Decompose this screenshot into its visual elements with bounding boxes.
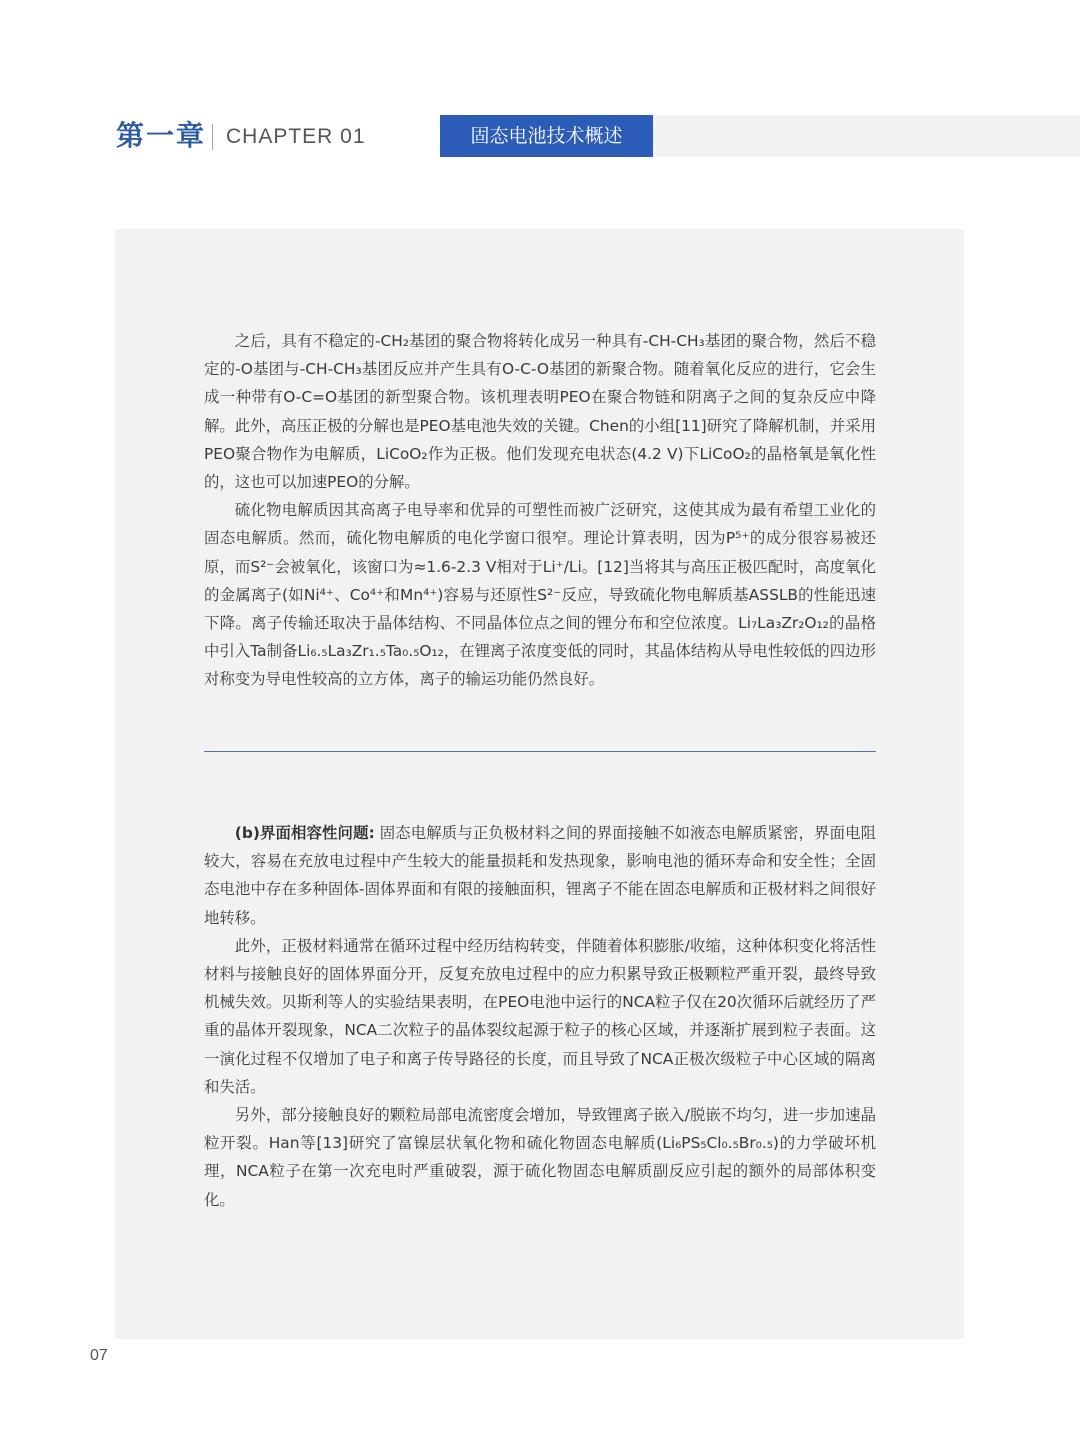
text-section-2 xyxy=(204,819,876,1214)
paragraph: 硫化物电解质因其高离子电导率和优异的可塑性而被广泛研究，这使其成为最有希望工业化的固态电解质。然而，硫化物电解质的电化学窗口很窄。理论计算表明，因为P⁵⁺的成分很容易被还原，而S²⁻会被氧化，该窗口为≈1.6-2.3 V相对于Li⁺/Li。[12]当将其与高压正极匹配时，高度氧化的金属离子(如Ni⁴⁺、Co⁴⁺和Mn⁴⁺)容易与还原性S²⁻反应，导致硫化物电解质基ASSLB的性能迅速下降。离子传输还取决于晶体结构、不同晶体位点之间的锂分布和空位浓度。Li₇La₃Zr₂O₁₂的晶格中引入Ta制备Li₆.₅La₃Zr₁.₅Ta₀.₅O₁₂，在锂离子浓度变低的同时，其晶体结构从导电性较低的四边形对称变为导电性较高的立方体，离子的输运功能仍然良好。 xyxy=(204,501,876,689)
chapter-title-cn: 第一章 xyxy=(116,119,207,152)
lead-text: 固态电解质与正负极材料之间的界面接触不如液态电解质紧密，界面电阻较大，容易在充放电过程中产生较大的能量损耗和发热现象，影响电池的循环寿命和安全性；全固态电池中存在多种固体-固体界面和有限的接触面积，锂离子不能在固态电解质和正极材料之间很好地转移。 xyxy=(204,824,876,927)
paragraph: 此外，正极材料通常在循环过程中经历结构转变，伴随着体积膨胀/收缩，这种体积变化将活性材料与接触良好的固体界面分开，反复充放电过程中的应力积累导致正极颗粒严重开裂，最终导致机械失效。贝斯利等人的实验结果表明，在PEO电池中运行的NCA粒子仅在20次循环后就经历了严重的晶体开裂现象，NCA二次粒子的晶体裂纹起源于粒子的核心区域，并逐渐扩展到粒子表面。这一演化过程不仅增加了电子和离子传导路径的长度，而且导致了NCA正极次级粒子中心区域的隔离和失活。 xyxy=(204,936,876,1096)
lead-paragraph xyxy=(204,819,876,932)
section-divider xyxy=(204,751,876,752)
chapter-title-en: CHAPTER 01 xyxy=(226,125,366,148)
lead-label: (b)界面相容性问题: xyxy=(234,824,375,842)
paragraph: 之后，具有不稳定的-CH₂基团的聚合物将转化成另一种具有-CH-CH₃基团的聚合物，然后不稳定的-O基团与-CH-CH₃基团反应并产生具有O-C-O基团的新聚合物。随着氧化反应的进行，它会生成一种带有O-C=O基团的新型聚合物。该机理表明PEO在聚合物链和阴离子之间的复杂反应中降解。此外，高压正极的分解也是PEO基电池失效的关键。Chen的小组[11]研究了降解机制，并采用PEO聚合物作为电解质，LiCoO₂作为正极。他们发现充电状态(4.2 V)下LiCoO₂的晶格氧是氧化性的，这也可以加速PEO的分解。 xyxy=(204,332,876,492)
text-section-1 xyxy=(204,327,876,694)
section-tag: 固态电池技术概述 xyxy=(440,115,653,157)
paragraph: 另外，部分接触良好的颗粒局部电流密度会增加，导致锂离子嵌入/脱嵌不均匀，进一步加速晶粒开裂。Han等[13]研究了富镍层状氧化物和硫化物固态电解质(Li₆PS₅Cl₀.₅Br₀.₅)的力学破坏机理，NCA粒子在第一次充电时严重破裂，源于硫化物固态电解质副反应引起的额外的局部体积变化。 xyxy=(204,1106,876,1209)
chapter-divider xyxy=(212,124,213,150)
page-number: 07 xyxy=(90,1347,108,1364)
